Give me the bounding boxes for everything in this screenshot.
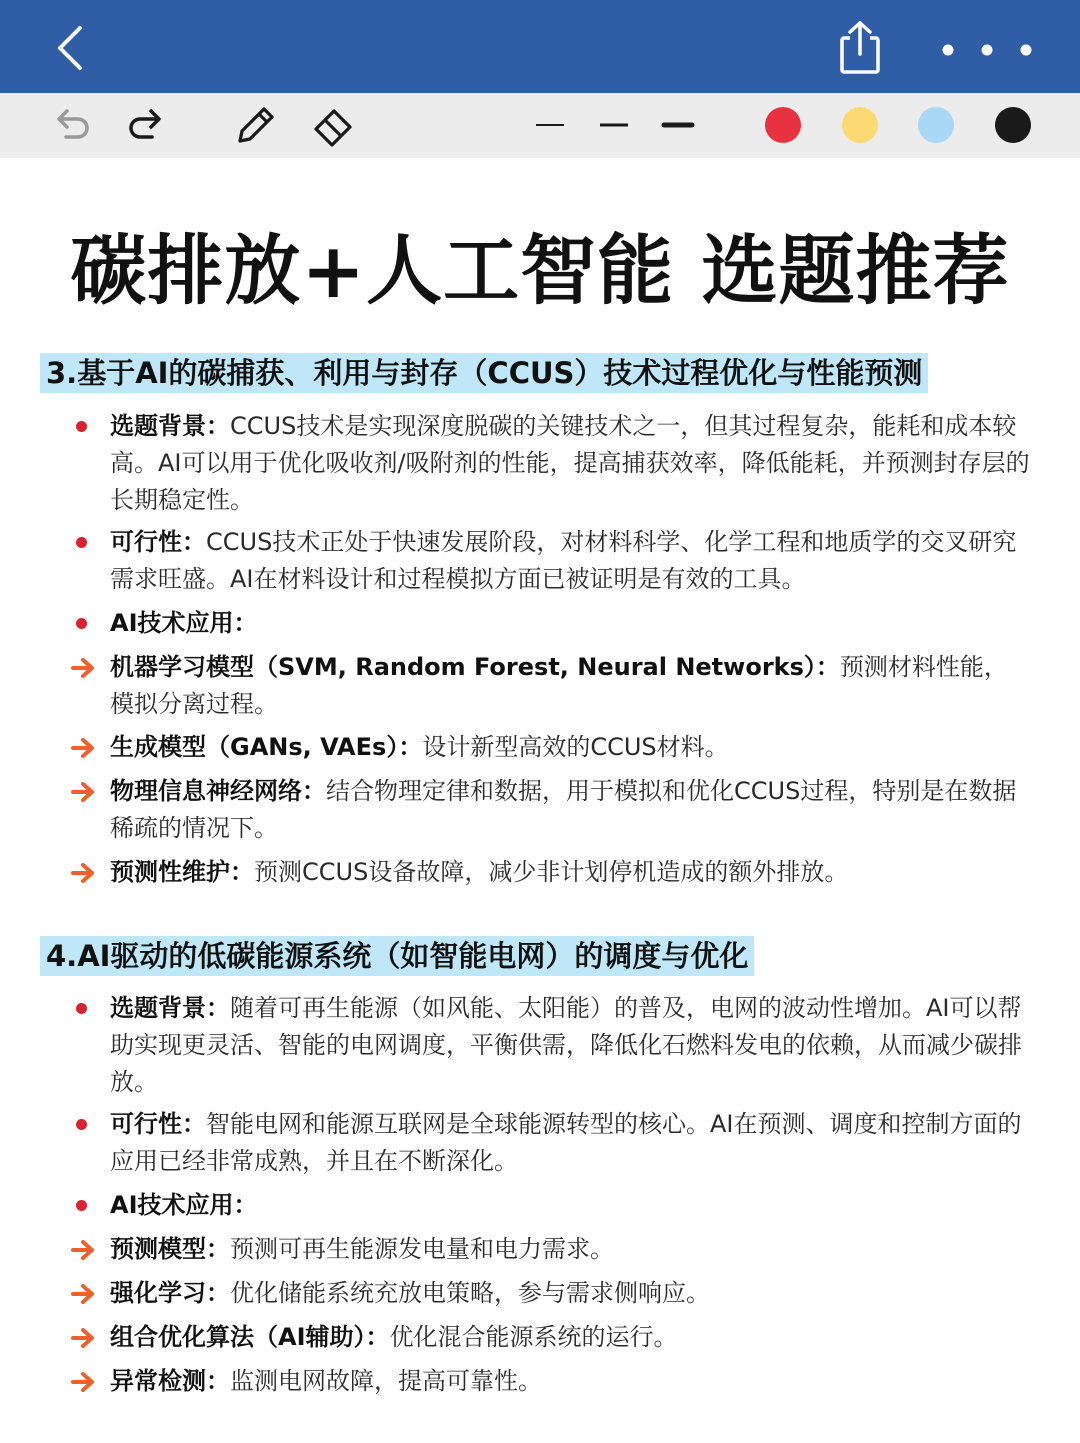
top-bar (0, 0, 1080, 93)
bullet-dot-icon (70, 524, 100, 561)
item-label: AI技术应用： (110, 1191, 258, 1219)
item-label: 预测模型： (110, 1235, 230, 1263)
item-label: 组合优化算法（AI辅助）： (110, 1323, 390, 1351)
list-item (70, 605, 1030, 642)
arrow-right-icon (70, 1231, 100, 1268)
arrow-right-icon (70, 1363, 100, 1400)
color-swatch-red[interactable] (765, 107, 801, 143)
item-text: 预测CCUS设备故障，减少非计划停机造成的额外排放。 (254, 858, 849, 886)
annotation-toolbar (0, 93, 1080, 158)
list-item (70, 773, 1030, 847)
list-item (70, 524, 1030, 598)
item-label: 选题背景： (110, 412, 230, 440)
arrow-right-icon (70, 729, 100, 766)
bullet-dot-icon (70, 990, 100, 1027)
list-item (70, 408, 1030, 519)
share-icon[interactable] (836, 20, 886, 76)
undo-icon[interactable] (50, 103, 94, 147)
list-item (70, 1231, 1030, 1268)
bullet-dot-icon (70, 1106, 100, 1143)
item-text: 随着可再生能源（如风能、太阳能）的普及，电网的波动性增加。AI可以帮助实现更灵活、智能的电网调度，平衡供需，降低化石燃料发电的依赖，从而减少碳排放。 (110, 994, 1022, 1096)
item-label: 选题背景： (110, 994, 230, 1022)
item-label: 预测性维护： (110, 858, 254, 886)
list-item (70, 729, 1030, 766)
list-item (70, 1363, 1030, 1400)
arrow-right-icon (70, 854, 100, 891)
redo-icon[interactable] (124, 103, 168, 147)
color-swatch-black[interactable] (995, 107, 1031, 143)
page-title: 碳排放+人工智能 选题推荐 (70, 226, 1010, 315)
color-swatch-yellow[interactable] (842, 107, 878, 143)
item-text: CCUS技术正处于快速发展阶段，对材料科学、化学工程和地质学的交叉研究需求旺盛。AI在材料设计和过程模拟方面已被证明是有效的工具。 (110, 528, 1017, 593)
list-item (70, 990, 1030, 1101)
bullet-dot-icon (70, 408, 100, 445)
item-label: 生成模型（GANs, VAEs）： (110, 733, 423, 761)
item-text: 结合物理定律和数据，用于模拟和优化CCUS过程，特别是在数据稀疏的情况下。 (110, 777, 1017, 842)
list-item (70, 1187, 1030, 1224)
list-item (70, 1319, 1030, 1356)
arrow-right-icon (70, 1275, 100, 1312)
item-label: AI技术应用： (110, 609, 258, 637)
item-text: 优化混合能源系统的运行。 (389, 1323, 678, 1351)
item-text: 设计新型高效的CCUS材料。 (422, 733, 729, 761)
list-item (70, 1275, 1030, 1312)
item-text: CCUS技术是实现深度脱碳的关键技术之一，但其过程复杂，能耗和成本较高。AI可以用于优化吸收剂/吸附剂的性能，提高捕获效率，降低能耗，并预测封存层的长期稳定性。 (110, 412, 1030, 514)
list-item (70, 649, 1030, 723)
item-label: 强化学习： (110, 1279, 230, 1307)
arrow-right-icon (70, 773, 100, 810)
item-label: 异常检测： (110, 1367, 230, 1395)
item-label: 物理信息神经网络： (110, 777, 326, 805)
eraser-icon[interactable] (310, 103, 356, 147)
bullet-dot-icon (70, 1187, 100, 1224)
item-text: 预测材料性能，模拟分离过程。 (110, 653, 1008, 718)
item-text: 预测可再生能源发电量和电力需求。 (230, 1235, 614, 1263)
item-label: 机器学习模型（SVM, Random Forest, Neural Networks）： (110, 653, 840, 681)
item-text: 优化储能系统充放电策略，参与需求侧响应。 (230, 1279, 710, 1307)
list-item (70, 854, 1030, 891)
thick-line-icon[interactable] (658, 113, 698, 137)
medium-line-icon[interactable] (594, 113, 634, 137)
section-heading-3: 3.基于AI的碳捕获、利用与封存（CCUS）技术过程优化与性能预测 (40, 353, 928, 393)
item-label: 可行性： (110, 528, 206, 556)
section-heading-4: 4.AI驱动的低碳能源系统（如智能电网）的调度与优化 (40, 936, 754, 976)
item-text: 监测电网故障，提高可靠性。 (230, 1367, 542, 1395)
back-chevron-icon[interactable] (50, 24, 94, 72)
more-options-icon[interactable] (930, 30, 1040, 70)
item-label: 可行性： (110, 1110, 206, 1138)
item-text: 智能电网和能源互联网是全球能源转型的核心。AI在预测、调度和控制方面的应用已经非常成熟，并且在不断深化。 (110, 1110, 1022, 1175)
thin-line-icon[interactable] (530, 113, 570, 137)
arrow-right-icon (70, 649, 100, 686)
list-item (70, 1106, 1030, 1180)
color-swatch-blue[interactable] (918, 107, 954, 143)
bullet-dot-icon (70, 605, 100, 642)
arrow-right-icon (70, 1319, 100, 1356)
pencil-icon[interactable] (232, 103, 278, 147)
